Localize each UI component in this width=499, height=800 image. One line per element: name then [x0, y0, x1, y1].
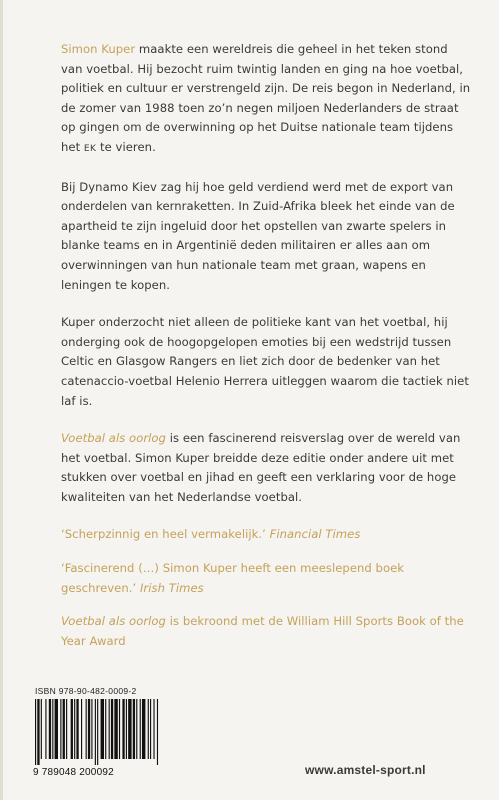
barcode-icon: [33, 699, 231, 765]
quote-2-text: ‘Fascinerend (…) Simon Kuper heeft een meeslepend boek geschreven.’: [61, 561, 405, 595]
barcode-bar: [86, 699, 87, 759]
quote-2: [61, 559, 471, 598]
barcode-bar: [71, 699, 73, 759]
barcode-bar: [76, 699, 78, 759]
quote-1: [61, 525, 471, 545]
barcode-bar: [74, 699, 75, 759]
barcode-bar: [101, 699, 104, 759]
barcode-bar: [95, 699, 96, 765]
isbn-barcode: [33, 685, 233, 765]
barcode-bar: [128, 699, 131, 759]
book-title: Voetbal als oorlog: [61, 431, 166, 446]
barcode-bar: [41, 699, 42, 759]
publisher-website[interactable]: www.amstel-sport.nl: [305, 763, 426, 777]
barcode-bar: [122, 699, 124, 759]
paragraph-3: Kuper onderzocht niet alleen de politieke kant van het voetbal, hij onderging ook de hoogopgelopen emoties bij een wedstrijd tussen Celtic en Glasgow Rangers en liet zich door de bedenker van het catenaccio-voetbal Helenio Herrera uitleggen waarom die tactiek niet laf is.: [61, 315, 469, 408]
ek-abbreviation: EK: [83, 143, 97, 154]
barcode-bar: [55, 699, 58, 759]
quote-1-text: ‘Scherpzinnig en heel vermakelijk.’: [61, 527, 270, 542]
paragraph-1: [61, 40, 471, 160]
barcode-bar: [37, 699, 39, 765]
barcode-bar: [52, 699, 53, 759]
blurb-text: [61, 40, 471, 665]
barcode-bar: [49, 699, 51, 759]
barcode-bar: [105, 699, 106, 759]
barcode-bar: [133, 699, 135, 759]
barcode-bar: [157, 699, 158, 765]
barcode-bar: [148, 699, 149, 759]
paragraph-4-text: is een fascinerend reisverslag over de wereld van het voetbal. Simon Kuper breidde deze editie onder andere uit met stukken over voetbal en jihad en geeft een verklaring voor de hoge kwaliteiten van het Nederlandse voetbal.: [61, 431, 461, 504]
barcode-bar: [114, 699, 117, 759]
award-text: is bekroond met de William Hill Sports Book of the Year Award: [61, 614, 464, 648]
author-name: Simon Kuper: [61, 42, 136, 56]
paragraph-1-text-b: te vieren.: [96, 139, 156, 154]
barcode-bar: [111, 699, 113, 759]
barcode-bar: [35, 699, 36, 765]
barcode-bar: [97, 699, 98, 765]
barcode-bar: [142, 699, 145, 759]
isbn-number: ISBN 978-90-482-0009-2: [35, 686, 137, 696]
barcode-bar: [109, 699, 110, 759]
barcode-bar: [88, 699, 90, 759]
quote-1-source: Financial Times: [269, 527, 361, 542]
award-line: [61, 612, 471, 651]
barcode-digits: 9 789048 200092: [33, 767, 114, 778]
award-book-title: Voetbal als oorlog: [61, 614, 166, 629]
barcode-bar: [140, 699, 141, 759]
barcode-bar: [126, 699, 127, 759]
barcode-bar: [60, 699, 61, 759]
quote-2-source: Irish Times: [139, 580, 204, 595]
barcode-bar: [66, 699, 67, 759]
barcode-bar: [81, 699, 82, 759]
barcode-bar: [63, 699, 65, 759]
paragraph-2: Bij Dynamo Kiev zag hij hoe geld verdiend werd met de export van onderdelen van kernraketten. In Zuid-Afrika bleek het einde van de apartheid te zijn ingeluid door het opstellen van zwarte spelers in blanke teams en in Argentinië deden militairen er alles aan om overwinningen van hun nationale team met graan, wapens en leningen te kopen.: [61, 179, 455, 292]
barcode-bar: [45, 699, 46, 759]
barcode-bar: [136, 699, 137, 759]
barcode-bar: [150, 699, 151, 759]
paragraph-1-text-a: maakte een wereldreis die geheel in het teken stond van voetbal. Hij bezocht ruim twintig landen en ging na hoe voetbal, politiek en cultuur er verstrengeld zijn. De reis begon in Nederland, in de zomer van 1988 toen zo’n negen miljoen Nederlanders de straat op gingen om de overwinning op het Duitse nationale team tijdens het: [61, 42, 471, 154]
barcode-bar: [91, 699, 92, 759]
barcode-bar: [119, 699, 120, 759]
paragraph-4: [61, 429, 471, 507]
barcode-bar: [153, 699, 154, 759]
